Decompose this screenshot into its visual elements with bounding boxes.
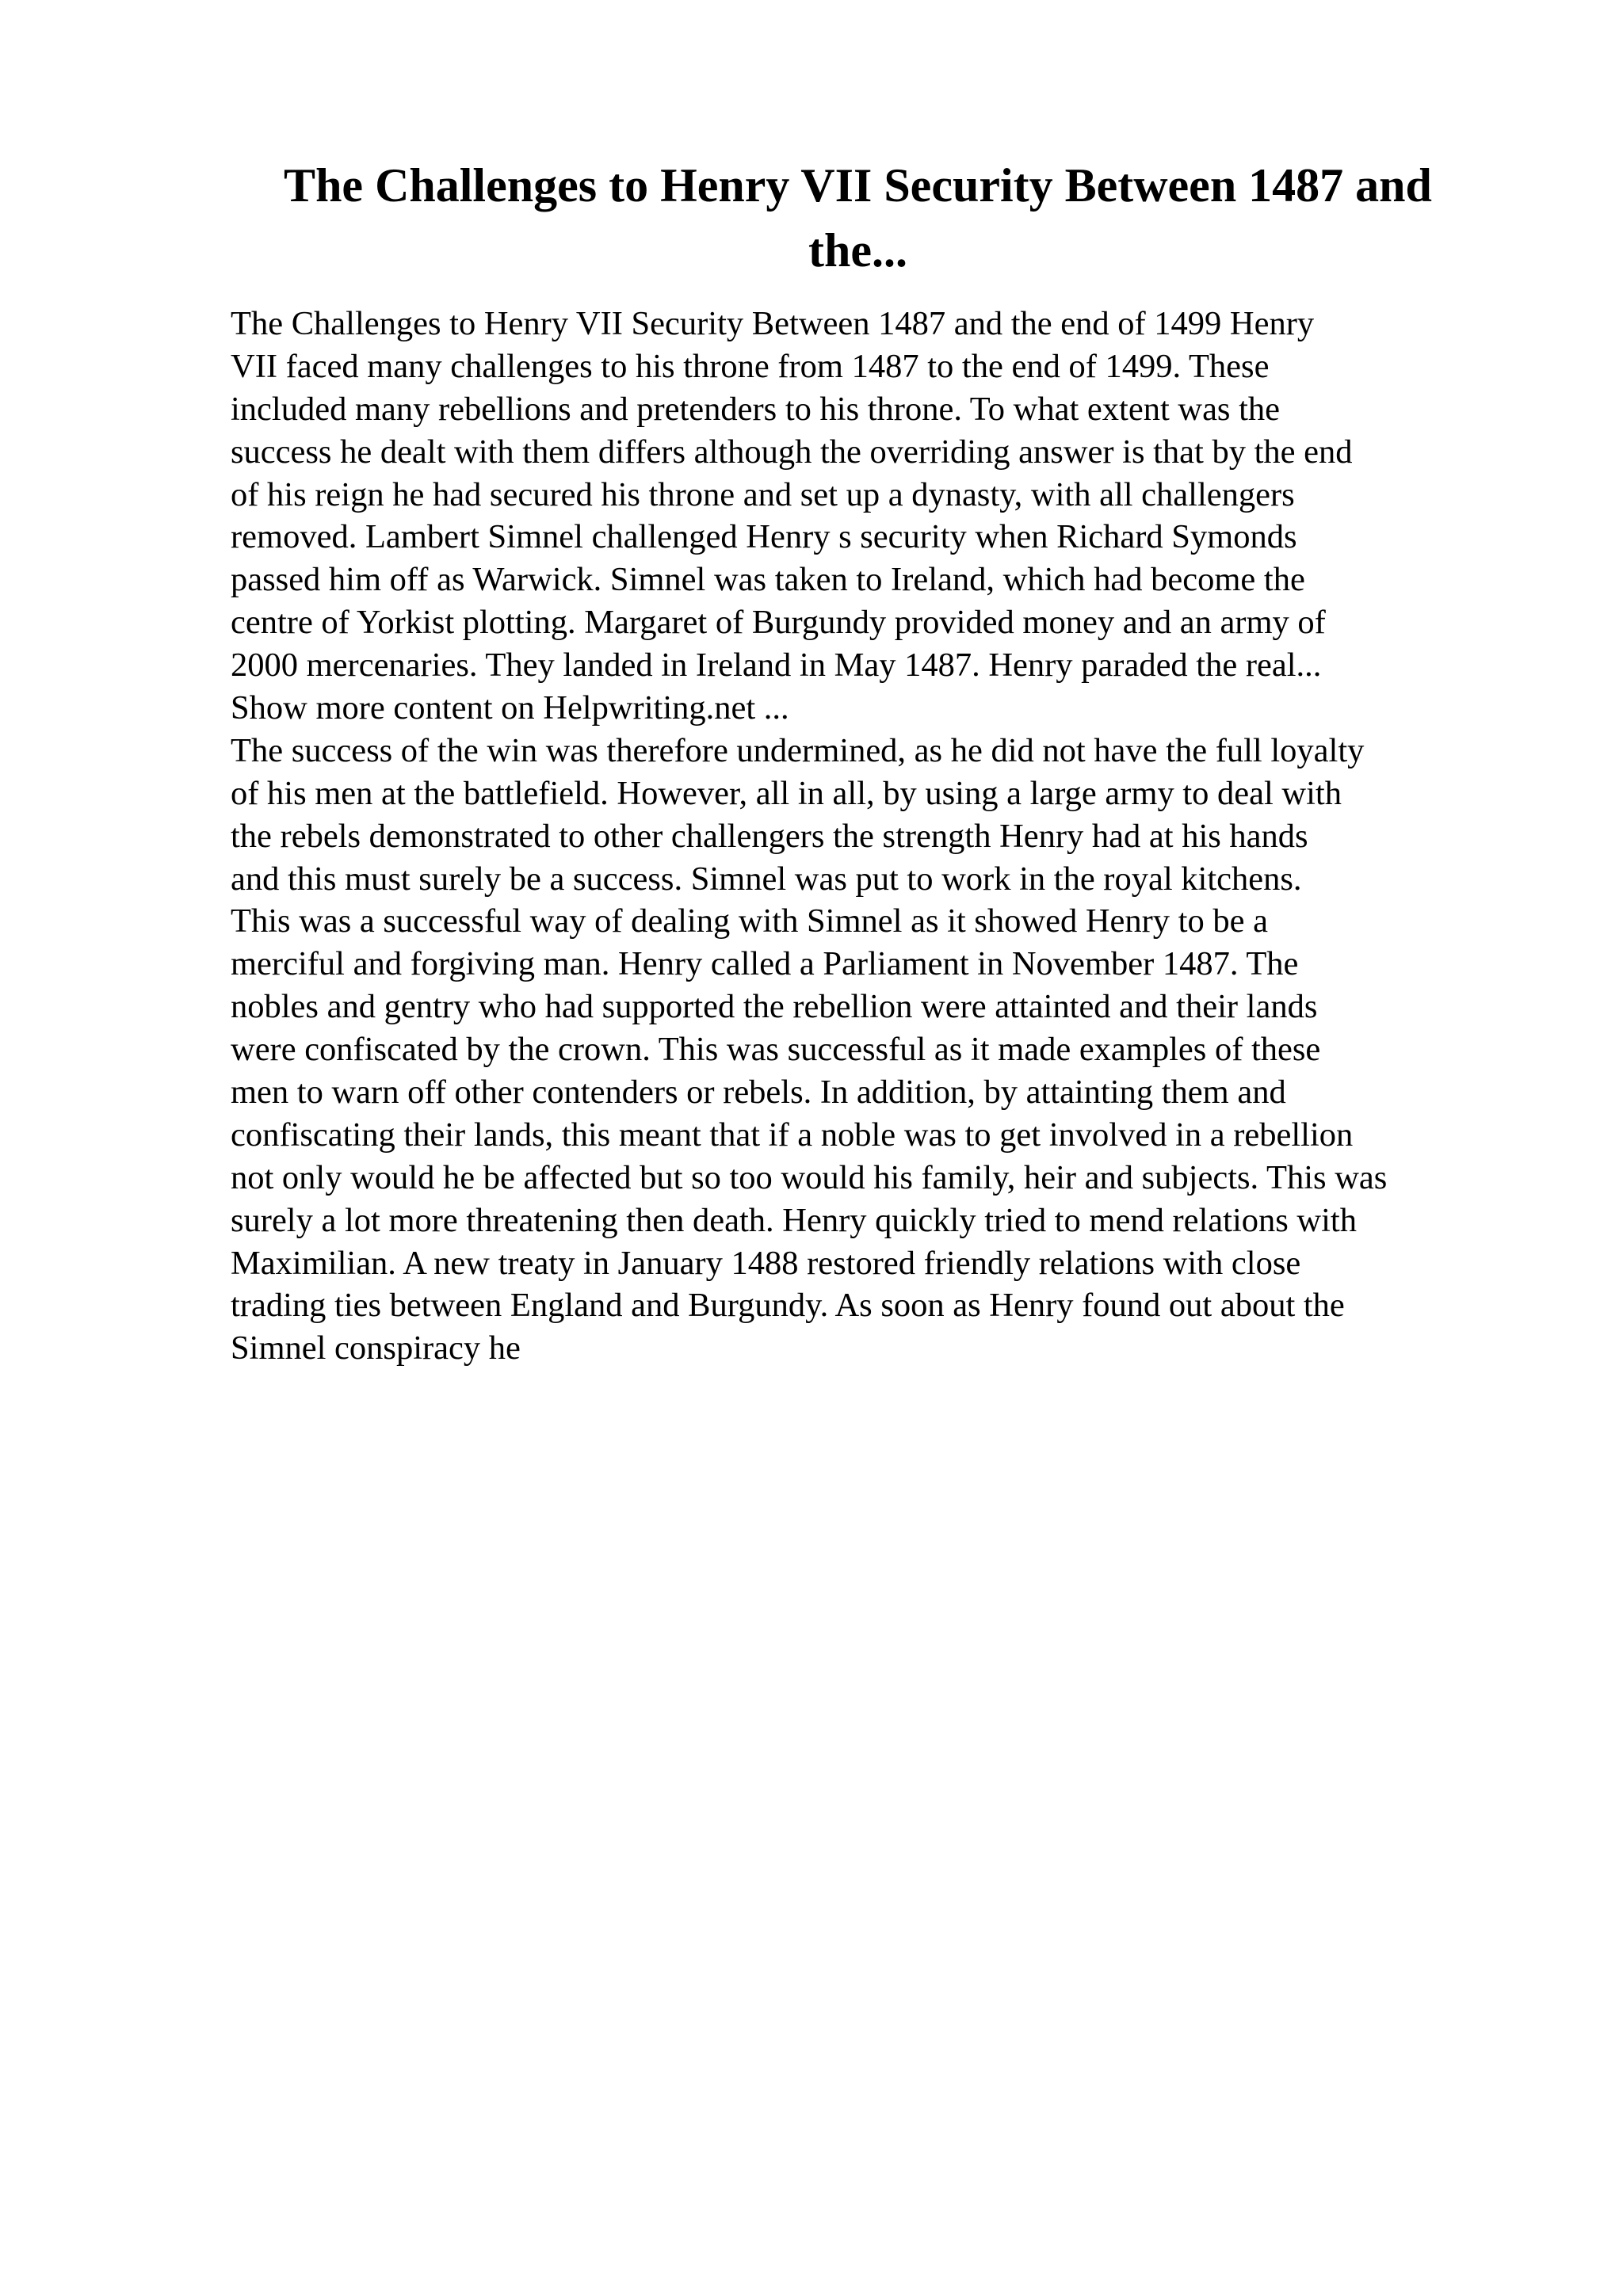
body-line: 2000 mercenaries. They landed in Ireland in May 1487. Henry paraded the real... bbox=[231, 646, 1322, 685]
title-line: the... bbox=[808, 224, 907, 277]
body-line: trading ties between England and Burgundy. As soon as Henry found out about the bbox=[231, 1287, 1345, 1325]
body-line: and this must surely be a success. Simnel was put to work in the royal kitchens. bbox=[231, 860, 1302, 898]
body-line: included many rebellions and pretenders to his throne. To what extent was the bbox=[231, 390, 1281, 428]
body-line: Simnel conspiracy he bbox=[231, 1329, 521, 1367]
body-line: the rebels demonstrated to other challengers the strength Henry had at his hands bbox=[231, 817, 1308, 855]
body-line: centre of Yorkist plotting. Margaret of Burgundy provided money and an army of bbox=[231, 604, 1326, 642]
document-title bbox=[230, 153, 1486, 283]
body-line: not only would he be affected but so too would his family, heir and subjects. This was bbox=[231, 1158, 1388, 1196]
body-line: confiscating their lands, this meant that if a noble was to get involved in a rebellion bbox=[231, 1116, 1354, 1154]
body-line: The success of the win was therefore undermined, as he did not have the full loyalty bbox=[231, 731, 1365, 769]
body-line: passed him off as Warwick. Simnel was taken to Ireland, which had become the bbox=[231, 561, 1305, 599]
body-line: nobles and gentry who had supported the rebellion were attainted and their lands bbox=[231, 988, 1318, 1026]
body-line: success he dealt with them differs although the overriding answer is that by the end bbox=[231, 433, 1353, 471]
body-line: of his reign he had secured his throne and set up a dynasty, with all challengers bbox=[231, 475, 1295, 513]
body-line: This was a successful way of dealing with Simnel as it showed Henry to be a bbox=[231, 902, 1268, 940]
body-line: Show more content on Helpwriting.net ... bbox=[231, 689, 789, 727]
body-line: VII faced many challenges to his throne from 1487 to the end of 1499. These bbox=[231, 347, 1270, 385]
body-line: were confiscated by the crown. This was successful as it made examples of these bbox=[231, 1031, 1321, 1069]
body-line: men to warn off other contenders or rebels. In addition, by attainting them and bbox=[231, 1074, 1286, 1112]
title-line: The Challenges to Henry VII Security Between 1487 and bbox=[284, 159, 1432, 212]
body-line: of his men at the battlefield. However, all in all, by using a large army to deal with bbox=[231, 774, 1342, 812]
body-line: Maximilian. A new treaty in January 1488 restored friendly relations with close bbox=[231, 1244, 1301, 1282]
body-line: The Challenges to Henry VII Security Between 1487 and the end of 1499 Henry bbox=[231, 305, 1315, 342]
body-line: surely a lot more threatening then death. Henry quickly tried to mend relations with bbox=[231, 1201, 1357, 1239]
document-body bbox=[231, 303, 1530, 1370]
body-line: removed. Lambert Simnel challenged Henry s security when Richard Symonds bbox=[231, 518, 1297, 556]
body-line: merciful and forgiving man. Henry called a Parliament in November 1487. The bbox=[231, 945, 1299, 983]
